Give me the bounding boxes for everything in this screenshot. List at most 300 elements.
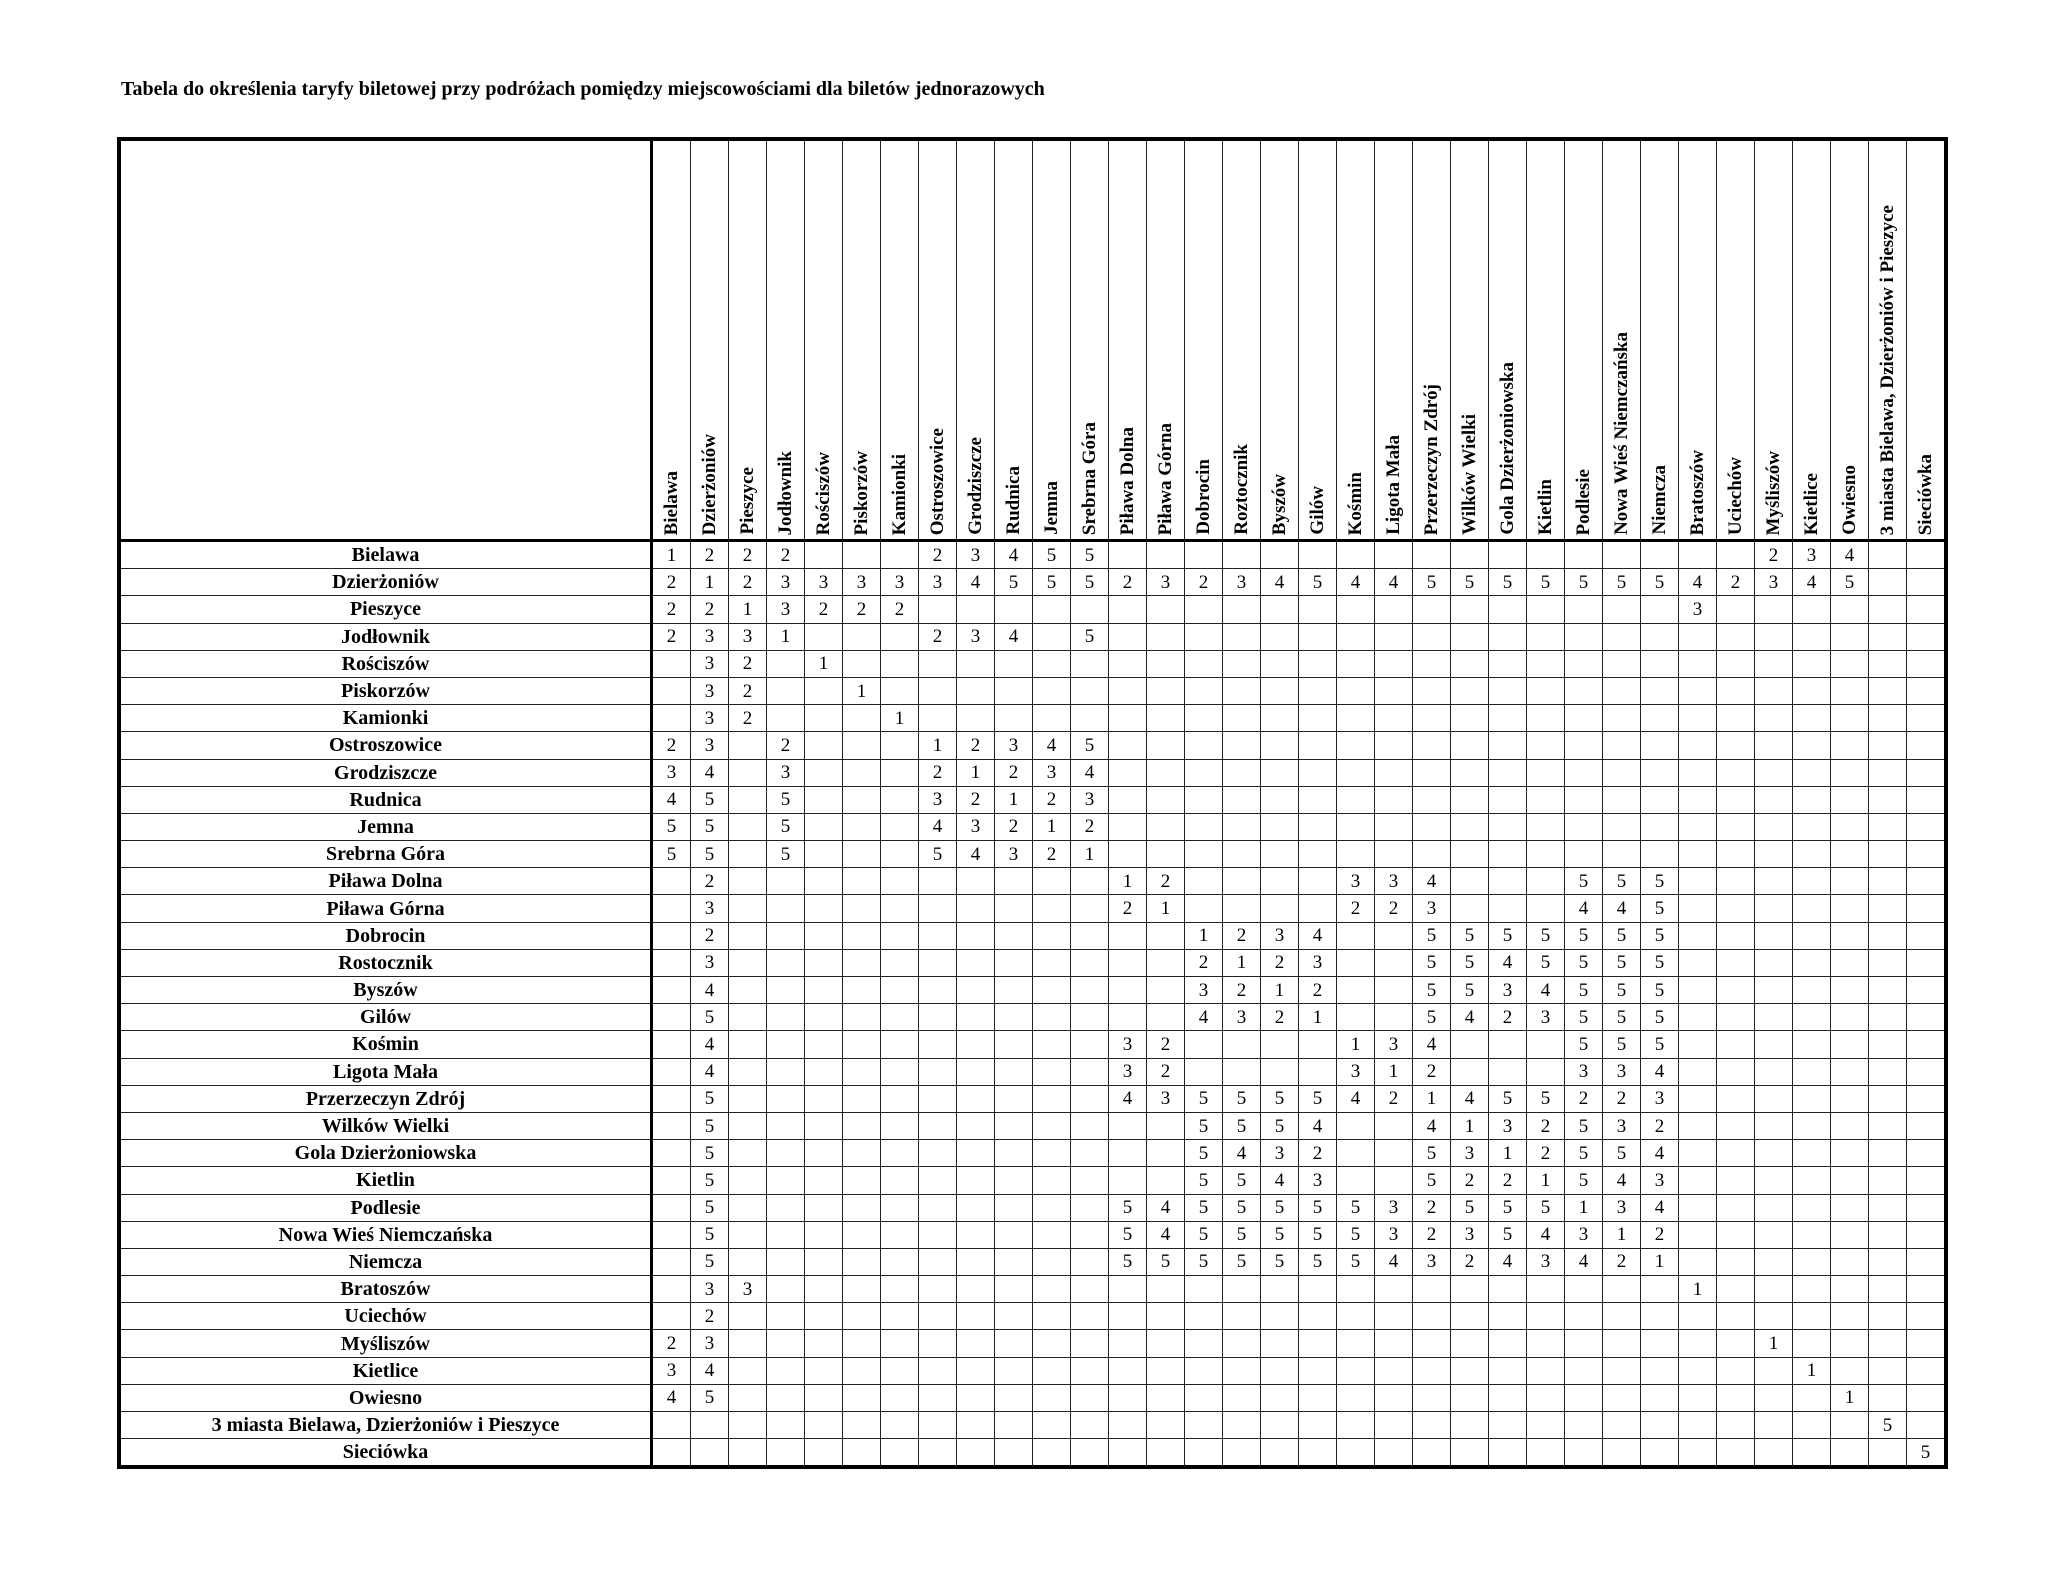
fare-cell: 5 (1603, 977, 1641, 1004)
table-row (119, 1167, 1946, 1194)
fare-cell (995, 868, 1033, 895)
fare-cell (1033, 1140, 1071, 1167)
fare-cell: 3 (1755, 569, 1793, 596)
fare-cell (995, 596, 1033, 623)
fare-cell (1033, 705, 1071, 732)
fare-cell: 5 (767, 813, 805, 840)
fare-cell (1451, 786, 1489, 813)
fare-cell (1679, 1248, 1717, 1275)
fare-cell: 2 (1413, 1221, 1451, 1248)
fare-cell: 3 (919, 786, 957, 813)
fare-cell (1147, 1004, 1185, 1031)
fare-cell (919, 1194, 957, 1221)
fare-cell: 5 (691, 1221, 729, 1248)
fare-cell (1413, 677, 1451, 704)
table-row (119, 1085, 1946, 1112)
fare-cell (1717, 759, 1755, 786)
fare-cell (1869, 1357, 1907, 1384)
fare-cell: 4 (1185, 1004, 1223, 1031)
fare-cell (995, 1330, 1033, 1357)
fare-cell (1261, 1058, 1299, 1085)
fare-cell (729, 1112, 767, 1139)
fare-cell: 4 (1033, 732, 1071, 759)
fare-cell (1641, 650, 1679, 677)
fare-cell (957, 895, 995, 922)
fare-cell: 5 (1033, 569, 1071, 596)
fare-cell (1717, 1248, 1755, 1275)
fare-cell: 2 (1223, 922, 1261, 949)
fare-cell (1755, 677, 1793, 704)
fare-cell (767, 1058, 805, 1085)
fare-cell: 2 (1565, 1085, 1603, 1112)
fare-cell (1527, 1031, 1565, 1058)
fare-cell (1451, 1031, 1489, 1058)
fare-cell (843, 813, 881, 840)
fare-cell (729, 786, 767, 813)
fare-cell (881, 786, 919, 813)
fare-cell (1603, 1303, 1641, 1330)
fare-cell (1451, 1303, 1489, 1330)
fare-cell: 3 (767, 759, 805, 786)
fare-cell: 5 (1603, 868, 1641, 895)
fare-cell (1489, 1058, 1527, 1085)
fare-cell (1907, 1058, 1947, 1085)
fare-cell: 4 (995, 541, 1033, 569)
fare-cell (1565, 623, 1603, 650)
fare-cell: 2 (1413, 1194, 1451, 1221)
table-row (119, 1303, 1946, 1330)
fare-cell: 5 (1641, 569, 1679, 596)
fare-cell (1793, 1412, 1831, 1439)
fare-cell: 1 (919, 732, 957, 759)
fare-cell (805, 1330, 843, 1357)
column-header (1299, 139, 1337, 541)
column-header-label: Srebrna Góra (1079, 421, 1100, 535)
column-header-label: Nowa Wieś Niemczańska (1611, 331, 1632, 535)
fare-cell (1755, 705, 1793, 732)
fare-cell: 5 (652, 841, 691, 868)
fare-cell (1375, 1412, 1413, 1439)
fare-cell (843, 895, 881, 922)
fare-cell: 5 (1223, 1221, 1261, 1248)
fare-cell (1869, 1439, 1907, 1468)
fare-cell (1755, 1248, 1793, 1275)
table-row (119, 732, 1946, 759)
table-row (119, 895, 1946, 922)
fare-cell: 4 (691, 759, 729, 786)
fare-cell (1679, 1167, 1717, 1194)
row-header: Dzierżoniów (119, 569, 652, 596)
fare-cell (1717, 650, 1755, 677)
fare-cell: 5 (767, 841, 805, 868)
fare-cell: 1 (1147, 895, 1185, 922)
fare-cell (1717, 895, 1755, 922)
fare-cell: 2 (1527, 1140, 1565, 1167)
fare-cell (1907, 1357, 1947, 1384)
fare-cell (1299, 596, 1337, 623)
fare-cell: 4 (1071, 759, 1109, 786)
fare-cell (957, 949, 995, 976)
fare-cell (1299, 786, 1337, 813)
fare-cell: 5 (1223, 1194, 1261, 1221)
row-header: Bratoszów (119, 1276, 652, 1303)
fare-cell (1679, 1357, 1717, 1384)
fare-cell (1185, 705, 1223, 732)
column-header-label: Dzierżoniów (699, 433, 720, 535)
fare-cell (1147, 1303, 1185, 1330)
fare-cell (1451, 1412, 1489, 1439)
fare-cell (1109, 1384, 1147, 1411)
fare-cell (1451, 1384, 1489, 1411)
fare-cell (881, 623, 919, 650)
fare-cell: 3 (1185, 977, 1223, 1004)
fare-cell (805, 1303, 843, 1330)
fare-cell (1641, 732, 1679, 759)
fare-cell (919, 650, 957, 677)
fare-cell (1793, 922, 1831, 949)
fare-cell (1261, 786, 1299, 813)
fare-cell (729, 759, 767, 786)
fare-cell (1603, 786, 1641, 813)
fare-cell (995, 1276, 1033, 1303)
fare-cell (1869, 1330, 1907, 1357)
fare-cell (729, 1330, 767, 1357)
fare-cell (1793, 623, 1831, 650)
table-row (119, 1031, 1946, 1058)
fare-cell (1147, 732, 1185, 759)
fare-cell: 3 (1793, 541, 1831, 569)
fare-cell (1451, 1058, 1489, 1085)
column-header (1869, 139, 1907, 541)
row-header: Gola Dzierżoniowska (119, 1140, 652, 1167)
fare-cell (1147, 705, 1185, 732)
fare-cell (1337, 759, 1375, 786)
fare-cell (805, 1167, 843, 1194)
fare-cell (1413, 1357, 1451, 1384)
fare-cell: 4 (1261, 569, 1299, 596)
fare-cell (1451, 1330, 1489, 1357)
fare-cell (995, 705, 1033, 732)
fare-cell (1337, 1384, 1375, 1411)
fare-cell: 5 (691, 1085, 729, 1112)
fare-cell (843, 1221, 881, 1248)
fare-cell (1907, 569, 1947, 596)
fare-cell (1337, 596, 1375, 623)
fare-cell (1565, 1384, 1603, 1411)
fare-cell (843, 977, 881, 1004)
fare-cell (691, 1412, 729, 1439)
fare-cell (1071, 1384, 1109, 1411)
fare-cell: 5 (1337, 1248, 1375, 1275)
fare-cell (1109, 977, 1147, 1004)
fare-cell: 5 (1185, 1085, 1223, 1112)
column-header-label: Grodziszcze (965, 437, 986, 535)
fare-cell (1565, 1439, 1603, 1468)
fare-cell (1489, 1303, 1527, 1330)
table-row (119, 813, 1946, 840)
fare-cell (1375, 922, 1413, 949)
fare-cell: 4 (652, 1384, 691, 1411)
fare-cell (1147, 1112, 1185, 1139)
fare-cell: 3 (1375, 1031, 1413, 1058)
fare-cell (919, 1330, 957, 1357)
row-header: Niemcza (119, 1248, 652, 1275)
fare-cell (805, 977, 843, 1004)
fare-cell (1489, 541, 1527, 569)
row-header: Gilów (119, 1004, 652, 1031)
fare-cell (1375, 1303, 1413, 1330)
fare-cell (729, 1412, 767, 1439)
fare-cell: 4 (1109, 1085, 1147, 1112)
row-header: Byszów (119, 977, 652, 1004)
fare-cell: 5 (652, 813, 691, 840)
fare-cell (1527, 1303, 1565, 1330)
fare-cell (995, 1031, 1033, 1058)
fare-cell (729, 1085, 767, 1112)
fare-cell (1451, 1276, 1489, 1303)
fare-cell (1147, 1412, 1185, 1439)
row-header: Kośmin (119, 1031, 652, 1058)
fare-cell: 2 (1413, 1058, 1451, 1085)
fare-cell (652, 1439, 691, 1468)
fare-cell (1299, 1412, 1337, 1439)
fare-cell: 5 (1527, 922, 1565, 949)
fare-cell (1147, 1140, 1185, 1167)
fare-cell (1451, 813, 1489, 840)
fare-cell (1413, 541, 1451, 569)
fare-cell (652, 1221, 691, 1248)
fare-cell (1299, 623, 1337, 650)
fare-cell: 2 (1109, 569, 1147, 596)
fare-cell (995, 650, 1033, 677)
fare-cell (1071, 1439, 1109, 1468)
fare-cell (1299, 1276, 1337, 1303)
fare-cell: 4 (1603, 1167, 1641, 1194)
fare-cell (881, 759, 919, 786)
fare-cell (767, 1112, 805, 1139)
fare-cell (1489, 1330, 1527, 1357)
fare-cell: 5 (691, 786, 729, 813)
fare-cell: 4 (1413, 1112, 1451, 1139)
fare-cell (805, 949, 843, 976)
fare-cell: 3 (1489, 977, 1527, 1004)
fare-cell (1337, 1140, 1375, 1167)
fare-cell (1185, 541, 1223, 569)
fare-cell: 4 (1147, 1194, 1185, 1221)
fare-cell (881, 1004, 919, 1031)
fare-cell (957, 1330, 995, 1357)
fare-cell: 3 (1641, 1167, 1679, 1194)
fare-cell: 4 (1337, 569, 1375, 596)
row-header: Ostroszowice (119, 732, 652, 759)
fare-cell (881, 1112, 919, 1139)
fare-cell (1831, 841, 1869, 868)
fare-cell (843, 1031, 881, 1058)
fare-cell (1109, 541, 1147, 569)
fare-cell (652, 705, 691, 732)
fare-cell (1033, 1384, 1071, 1411)
fare-cell (1071, 677, 1109, 704)
fare-cell (1717, 1384, 1755, 1411)
fare-cell (1299, 1439, 1337, 1468)
fare-cell (1831, 868, 1869, 895)
fare-cell (1147, 541, 1185, 569)
fare-cell (1831, 732, 1869, 759)
fare-cell (1717, 1357, 1755, 1384)
fare-cell (1603, 759, 1641, 786)
column-header (881, 139, 919, 541)
fare-cell (881, 1085, 919, 1112)
row-header: 3 miasta Bielawa, Dzierżoniów i Pieszyce (119, 1412, 652, 1439)
fare-cell (1109, 949, 1147, 976)
fare-cell (767, 949, 805, 976)
fare-cell (767, 977, 805, 1004)
fare-cell (957, 1031, 995, 1058)
fare-cell (767, 1140, 805, 1167)
fare-cell: 4 (1527, 1221, 1565, 1248)
fare-cell: 5 (1299, 569, 1337, 596)
fare-cell: 5 (691, 1384, 729, 1411)
fare-cell (1755, 1031, 1793, 1058)
fare-cell (957, 705, 995, 732)
fare-cell (995, 922, 1033, 949)
table-row (119, 541, 1946, 569)
column-header (1223, 139, 1261, 541)
fare-cell (1717, 541, 1755, 569)
fare-cell: 1 (1299, 1004, 1337, 1031)
column-header (843, 139, 881, 541)
fare-cell (1679, 705, 1717, 732)
fare-cell (1793, 949, 1831, 976)
fare-cell (1755, 1112, 1793, 1139)
fare-cell (1489, 1031, 1527, 1058)
fare-cell (1527, 732, 1565, 759)
fare-cell (995, 1248, 1033, 1275)
fare-cell: 5 (1641, 1031, 1679, 1058)
fare-cell: 5 (1299, 1194, 1337, 1221)
fare-cell (881, 813, 919, 840)
fare-cell (1109, 1004, 1147, 1031)
fare-cell: 4 (1641, 1058, 1679, 1085)
fare-cell: 5 (1527, 1085, 1565, 1112)
fare-cell (843, 732, 881, 759)
fare-cell (805, 1031, 843, 1058)
fare-cell (1375, 759, 1413, 786)
fare-cell (1109, 1357, 1147, 1384)
fare-cell (1451, 677, 1489, 704)
fare-cell (1489, 677, 1527, 704)
fare-cell (805, 1412, 843, 1439)
fare-cell (1679, 922, 1717, 949)
fare-cell: 5 (1071, 541, 1109, 569)
fare-cell (1033, 1439, 1071, 1468)
fare-cell (1679, 977, 1717, 1004)
column-header-label: Ostroszowice (927, 427, 948, 535)
fare-cell (1831, 1167, 1869, 1194)
fare-cell (1679, 1439, 1717, 1468)
fare-cell (1907, 1384, 1947, 1411)
column-header-label: Ligota Mała (1383, 435, 1404, 535)
fare-cell (1907, 541, 1947, 569)
fare-cell (1299, 1058, 1337, 1085)
fare-cell: 5 (1489, 1194, 1527, 1221)
fare-cell (1147, 1439, 1185, 1468)
fare-cell: 5 (1299, 1248, 1337, 1275)
fare-cell: 3 (805, 569, 843, 596)
fare-cell: 2 (767, 541, 805, 569)
fare-cell: 3 (691, 677, 729, 704)
column-header (1907, 139, 1947, 541)
fare-cell (1261, 1303, 1299, 1330)
fare-cell: 1 (1603, 1221, 1641, 1248)
fare-cell (1337, 541, 1375, 569)
fare-cell: 2 (652, 1330, 691, 1357)
column-header (1033, 139, 1071, 541)
fare-cell (1869, 1248, 1907, 1275)
fare-cell (1717, 1140, 1755, 1167)
fare-cell: 3 (691, 895, 729, 922)
fare-cell (1793, 677, 1831, 704)
fare-cell (881, 1330, 919, 1357)
fare-cell: 3 (919, 569, 957, 596)
fare-cell (1793, 1276, 1831, 1303)
fare-cell: 2 (919, 623, 957, 650)
fare-cell: 5 (1641, 949, 1679, 976)
fare-cell (1185, 1031, 1223, 1058)
column-header (1261, 139, 1299, 541)
fare-cell (1375, 705, 1413, 732)
fare-cell (1071, 1085, 1109, 1112)
row-header: Rościszów (119, 650, 652, 677)
column-header (1831, 139, 1869, 541)
fare-cell (1223, 1357, 1261, 1384)
column-header (1755, 139, 1793, 541)
fare-cell: 3 (1565, 1058, 1603, 1085)
fare-cell (1869, 596, 1907, 623)
fare-cell: 1 (957, 759, 995, 786)
column-header (1337, 139, 1375, 541)
fare-cell (957, 1303, 995, 1330)
fare-cell (1679, 1058, 1717, 1085)
fare-cell (1717, 596, 1755, 623)
fare-cell (1185, 1439, 1223, 1468)
fare-cell (1185, 841, 1223, 868)
fare-cell: 4 (1261, 1167, 1299, 1194)
fare-cell (1755, 650, 1793, 677)
fare-cell (1375, 1004, 1413, 1031)
fare-cell: 2 (843, 596, 881, 623)
column-header (1375, 139, 1413, 541)
fare-cell (1717, 1058, 1755, 1085)
fare-cell (1755, 868, 1793, 895)
fare-cell (1185, 732, 1223, 759)
fare-cell: 5 (1831, 569, 1869, 596)
fare-cell: 2 (1375, 895, 1413, 922)
fare-cell (1413, 813, 1451, 840)
fare-cell (1793, 650, 1831, 677)
fare-cell (1223, 786, 1261, 813)
fare-cell (1147, 623, 1185, 650)
table-row (119, 569, 1946, 596)
fare-cell (767, 1357, 805, 1384)
fare-cell: 5 (1223, 1085, 1261, 1112)
column-header-label: Uciechów (1725, 456, 1746, 535)
fare-cell (881, 1412, 919, 1439)
fare-cell (919, 1058, 957, 1085)
fare-cell (1907, 759, 1947, 786)
fare-cell (1337, 650, 1375, 677)
fare-cell (843, 1140, 881, 1167)
